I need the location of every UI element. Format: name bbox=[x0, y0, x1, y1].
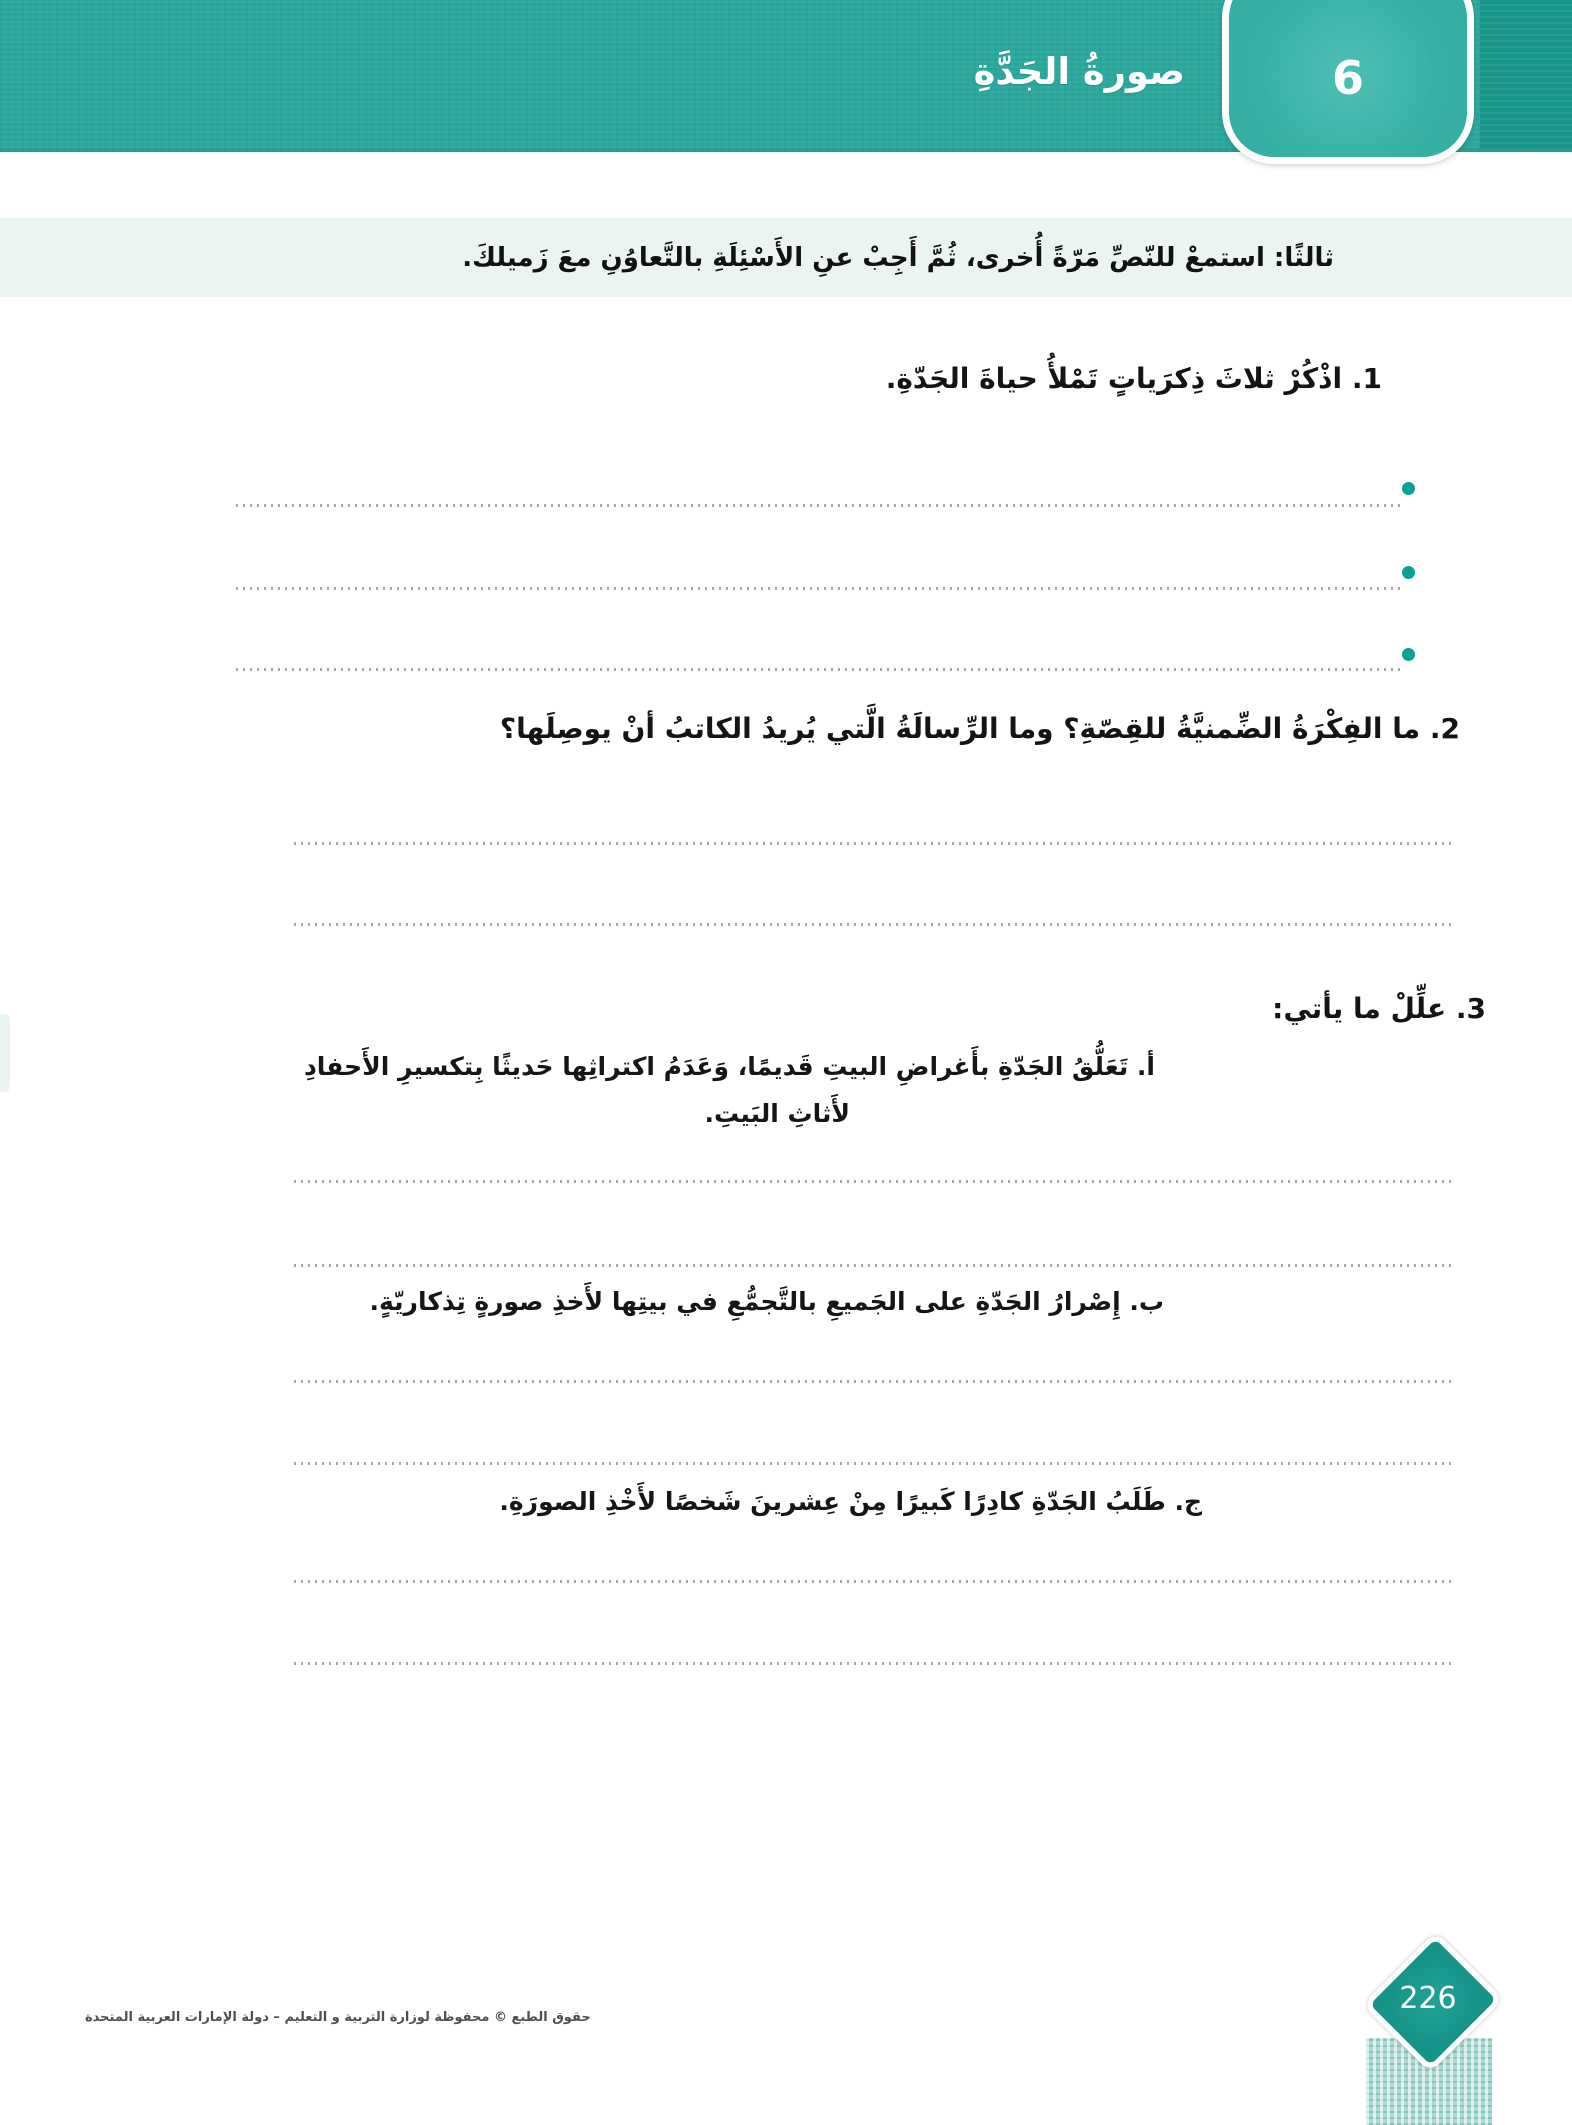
question-3-item-a-line-2: لأَثاثِ البَيتِ. bbox=[704, 1099, 850, 1128]
answer-line bbox=[294, 1662, 1451, 1665]
answer-line bbox=[294, 1380, 1451, 1383]
footer-copyright: حقوق الطبع © محفوظة لوزارة التربية و التعليم – دولة الإمارات العربية المتحدة bbox=[85, 2010, 591, 2025]
question-3-item-c: ج. طَلَبُ الجَدّةِ كادِرًا كَبيرًا مِنْ عِشرينَ شَخصًا لأَخْذِ الصورَةِ. bbox=[499, 1487, 1202, 1516]
bullet-dot-icon bbox=[1402, 482, 1415, 495]
header-side-strip bbox=[1480, 0, 1572, 150]
instruction-text: ثالثًا: استمعْ للنّصِّ مَرّةً أُخرى، ثُمَّ أَجِبْ عنِ الأَسْئِلَةِ بالتَّعاوُنِ معَ زَميلكَ. bbox=[462, 242, 1334, 273]
bullet-dot-icon bbox=[1402, 648, 1415, 661]
question-2: 2. ما الفِكْرَةُ الضِّمنيَّةُ للقِصّةِ؟ وما الرِّسالَةُ الَّتي يُريدُ الكاتبُ أنْ يوصِلَها؟ bbox=[499, 712, 1460, 745]
question-3-item-b: ب. إِصْرارُ الجَدّةِ على الجَميعِ بالتَّجمُّعِ في بيتِها لأَخذِ صورةٍ تِذكاريّةٍ. bbox=[369, 1287, 1164, 1316]
bullet-dot-icon bbox=[1402, 566, 1415, 579]
answer-line bbox=[294, 1462, 1451, 1465]
question-3-item-a-line-1: أ. تَعَلُّقُ الجَدّةِ بأَغراضِ البيتِ قَديمًا، وَعَدَمُ اكتراثِها حَديثًا بِتكسيرِ الأَحفادِ bbox=[303, 1052, 1155, 1081]
lesson-number-badge bbox=[1222, 0, 1474, 164]
page-edge-tab bbox=[0, 1014, 10, 1092]
answer-line bbox=[294, 1180, 1451, 1183]
answer-line bbox=[236, 504, 1405, 507]
question-1: 1. اذْكُرْ ثلاثَ ذِكرَياتٍ تَمْلأُ حياةَ الجَدّةِ. bbox=[885, 362, 1382, 395]
answer-line bbox=[294, 842, 1451, 845]
page-number-badge bbox=[1374, 1938, 1482, 2058]
page-title: صورةُ الجَدَّةِ bbox=[973, 49, 1185, 93]
instruction-banner bbox=[0, 218, 1572, 297]
question-3: 3. علِّلْ ما يأتي: bbox=[1272, 992, 1486, 1025]
answer-line bbox=[236, 587, 1405, 590]
answer-line bbox=[294, 1580, 1451, 1583]
lesson-number: 6 bbox=[1331, 51, 1364, 105]
answer-line bbox=[236, 668, 1405, 671]
answer-line bbox=[294, 1264, 1451, 1267]
answer-line bbox=[294, 923, 1451, 926]
page-number: 226 bbox=[1399, 1980, 1457, 2016]
